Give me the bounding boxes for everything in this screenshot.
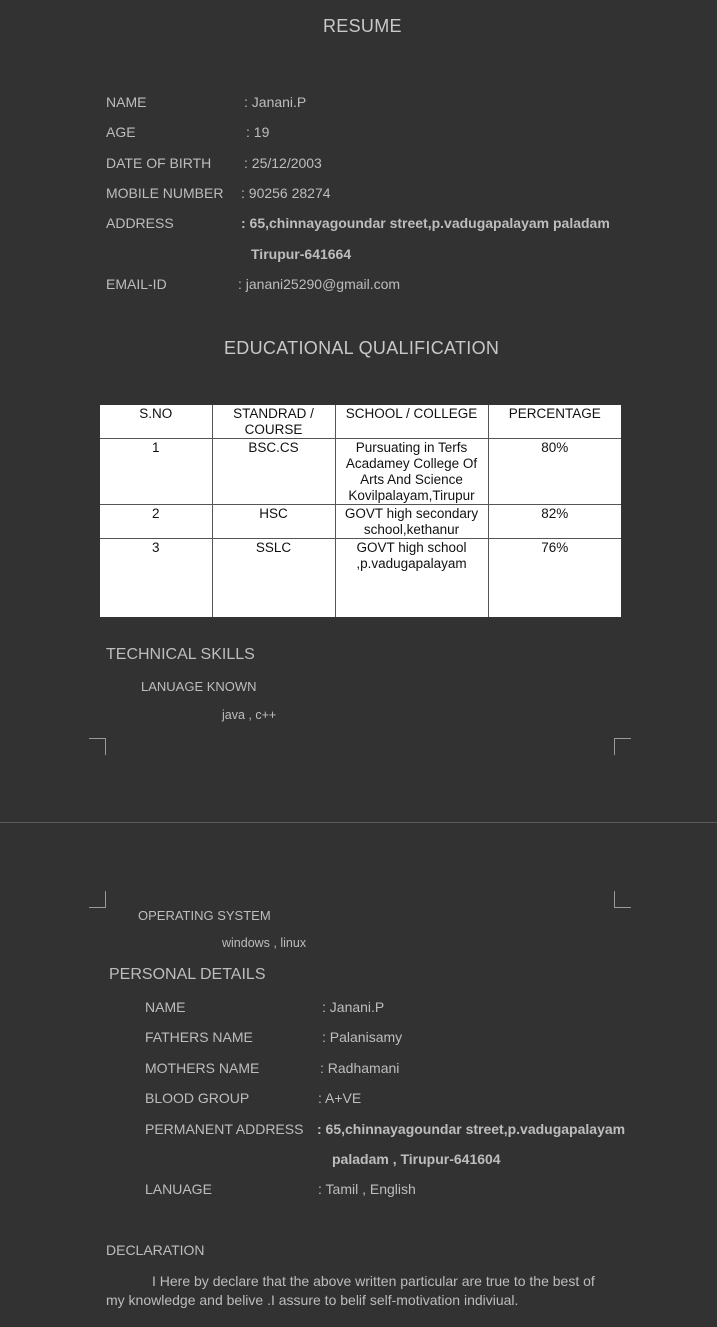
cell-school: GOVT high secondary school,kethanur	[335, 505, 488, 539]
cell-sno: 3	[100, 539, 212, 617]
operating-system-label: OPERATING SYSTEM	[138, 908, 271, 923]
cell-course: BSC.CS	[212, 439, 335, 505]
personal-details-heading: PERSONAL DETAILS	[109, 966, 266, 983]
father-name-value: : Palanisamy	[322, 1029, 403, 1045]
cell-percentage: 76%	[488, 539, 621, 617]
education-table	[100, 405, 621, 617]
permanent-address-line-2: paladam , Tirupur-641604	[332, 1151, 501, 1167]
header-course: STANDRAD / COURSE	[212, 405, 335, 439]
crop-mark-icon	[89, 891, 106, 908]
language-known-label: LANUAGE KNOWN	[141, 679, 257, 694]
address-line-2: Tirupur-641664	[251, 246, 352, 262]
education-title: EDUCATIONAL QUALIFICATION	[224, 338, 500, 358]
crop-mark-icon	[614, 738, 631, 755]
header-sno: S.NO	[100, 405, 212, 439]
blood-group-value: : A+VE	[318, 1090, 362, 1106]
cell-percentage: 82%	[488, 505, 621, 539]
technical-skills-heading: TECHNICAL SKILLS	[106, 646, 255, 663]
cell-sno: 1	[100, 439, 212, 505]
age-value: : 19	[246, 124, 270, 140]
crop-mark-icon	[89, 738, 106, 755]
permanent-address-line-1: : 65,chinnayagoundar street,p.vadugapalayam	[317, 1121, 626, 1137]
operating-system-value: windows , linux	[222, 936, 307, 950]
table-row	[100, 505, 621, 539]
address-label: ADDRESS	[106, 215, 174, 231]
email-label: EMAIL-ID	[106, 276, 167, 292]
header-school: SCHOOL / COLLEGE	[335, 405, 488, 439]
language-known-value: java , c++	[222, 708, 277, 722]
table-row	[100, 439, 621, 505]
declaration-text: I Here by declare that the above written particular are true to the best of my knowledge and belive .I assure to belif self-motivation indiviual.	[106, 1273, 595, 1308]
cell-school: GOVT high school ,p.vadugapalayam	[335, 539, 488, 617]
declaration-heading: DECLARATION	[106, 1242, 205, 1258]
resume-title: RESUME	[323, 16, 402, 36]
language-value: : Tamil , English	[318, 1181, 416, 1197]
table-row	[100, 539, 621, 617]
dob-label: DATE OF BIRTH	[106, 155, 212, 171]
cell-course: HSC	[212, 505, 335, 539]
email-value: : janani25290@gmail.com	[238, 276, 401, 292]
header-percentage: PERCENTAGE	[488, 405, 621, 439]
permanent-address-label: PERMANENT ADDRESS	[145, 1121, 304, 1137]
crop-mark-icon	[614, 891, 631, 908]
age-label: AGE	[106, 124, 136, 140]
blood-group-label: BLOOD GROUP	[145, 1090, 250, 1106]
language-label: LANUAGE	[145, 1181, 212, 1197]
mother-name-value: : Radhamani	[320, 1060, 400, 1076]
father-name-label: FATHERS NAME	[145, 1029, 253, 1045]
cell-sno: 2	[100, 505, 212, 539]
personal-name-value: : Janani.P	[322, 999, 385, 1015]
personal-name-label: NAME	[145, 999, 186, 1015]
table-header-row	[100, 405, 621, 439]
name-label: NAME	[106, 94, 147, 110]
dob-value: : 25/12/2003	[244, 155, 322, 171]
cell-course: SSLC	[212, 539, 335, 617]
name-value: : Janani.P	[244, 94, 307, 110]
cell-percentage: 80%	[488, 439, 621, 505]
mother-name-label: MOTHERS NAME	[145, 1060, 260, 1076]
mobile-label: MOBILE NUMBER	[106, 185, 224, 201]
page-divider	[0, 822, 717, 823]
address-line-1: : 65,chinnayagoundar street,p.vadugapalayam paladam	[241, 215, 610, 231]
mobile-value: : 90256 28274	[241, 185, 331, 201]
cell-school: Pursuating in Terfs Acadamey College Of Arts And Science Kovilpalayam,Tirupur	[335, 439, 488, 505]
